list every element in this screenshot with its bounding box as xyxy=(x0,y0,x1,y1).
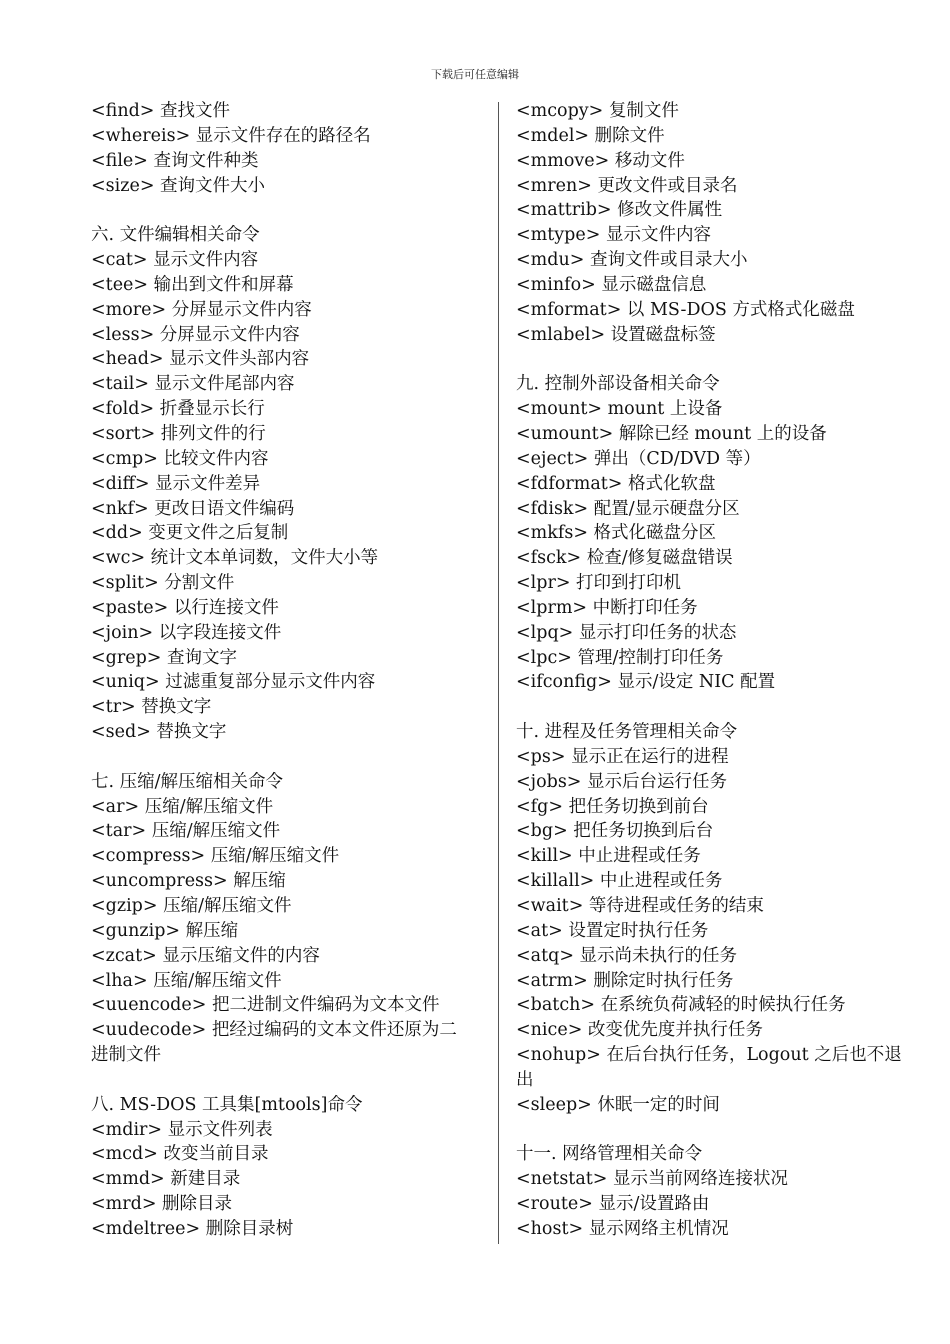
column-divider xyxy=(498,102,499,1244)
command-line: <netstat> 显示当前网络连接状况 xyxy=(516,1169,789,1190)
command-line: <mdir> 显示文件列表 xyxy=(91,1119,273,1140)
section-heading: 七. 压缩/解压缩相关命令 xyxy=(91,771,284,792)
command-line: <jobs> 显示后台运行任务 xyxy=(516,771,728,792)
command-line: <uuencode> 把二进制文件编码为文本文件 xyxy=(91,995,440,1016)
section-heading: 九. 控制外部设备相关命令 xyxy=(516,374,720,395)
command-line: <tar> 压缩/解压缩文件 xyxy=(91,821,281,842)
command-line: <ar> 压缩/解压缩文件 xyxy=(91,796,274,817)
command-line: <mren> 更改文件或目录名 xyxy=(516,175,738,196)
command-line: <sleep> 休眠一定的时间 xyxy=(516,1094,720,1115)
blank-line xyxy=(91,1068,489,1093)
blank-line xyxy=(516,347,916,372)
command-line: <gunzip> 解压缩 xyxy=(91,920,239,941)
blank-line xyxy=(516,695,916,720)
command-line: <host> 显示网络主机情况 xyxy=(516,1218,729,1239)
command-line: <whereis> 显示文件存在的路径名 xyxy=(91,125,371,146)
command-line: <lpq> 显示打印任务的状态 xyxy=(516,622,737,643)
blank-line xyxy=(91,745,489,770)
command-line: <minfo> 显示磁盘信息 xyxy=(516,274,707,295)
command-line: <batch> 在系统负荷减轻的时候执行任务 xyxy=(516,995,846,1016)
command-line: <cat> 显示文件内容 xyxy=(91,250,259,271)
command-line: <mmd> 新建目录 xyxy=(91,1169,241,1190)
command-line: <tee> 输出到文件和屏幕 xyxy=(91,274,294,295)
right-column xyxy=(516,99,916,1242)
command-line: <grep> 查询文字 xyxy=(91,647,238,668)
command-line: 出 xyxy=(516,1069,534,1090)
command-line: <mmove> 移动文件 xyxy=(516,150,685,171)
command-line: <fold> 折叠显示长行 xyxy=(91,399,265,420)
blank-line xyxy=(516,1118,916,1143)
command-line: <sort> 排列文件的行 xyxy=(91,423,266,444)
command-line: <mlabel> 设置磁盘标签 xyxy=(516,324,716,345)
command-line: <mrd> 删除目录 xyxy=(91,1194,233,1215)
command-line: <wait> 等待进程或任务的结束 xyxy=(516,896,764,916)
command-line: <mkfs> 格式化磁盘分区 xyxy=(516,523,717,544)
command-line: <mount> mount 上设备 xyxy=(516,399,723,420)
command-line: <sed> 替换文字 xyxy=(91,722,227,743)
command-line: <lprm> 中断打印任务 xyxy=(516,597,698,618)
command-line: <bg> 把任务切换到后台 xyxy=(516,821,714,842)
command-line: <mcopy> 复制文件 xyxy=(516,101,679,121)
section-heading: 十. 进程及任务管理相关命令 xyxy=(516,722,738,743)
command-line: <mformat> 以 MS-DOS 方式格式化磁盘 xyxy=(516,299,855,320)
command-line: <eject> 弹出（CD/DVD 等） xyxy=(516,448,761,469)
command-line: <more> 分屏显示文件内容 xyxy=(91,299,312,320)
command-line: <find> 查找文件 xyxy=(91,101,231,121)
command-line: <gzip> 压缩/解压缩文件 xyxy=(91,896,292,916)
section-heading: 十一. 网络管理相关命令 xyxy=(516,1144,703,1165)
command-line: <mcd> 改变当前目录 xyxy=(91,1144,269,1165)
command-line: <mtype> 显示文件内容 xyxy=(516,225,711,246)
command-line: <cmp> 比较文件内容 xyxy=(91,448,269,469)
command-line: <compress> 压缩/解压缩文件 xyxy=(91,846,340,867)
command-line: <ps> 显示正在运行的进程 xyxy=(516,746,729,767)
command-line: <tail> 显示文件尾部内容 xyxy=(91,374,295,395)
section-heading: 六. 文件编辑相关命令 xyxy=(91,225,260,246)
left-column xyxy=(91,99,489,1242)
command-line: <lha> 压缩/解压缩文件 xyxy=(91,970,282,991)
command-line: <mattrib> 修改文件属性 xyxy=(516,200,723,221)
command-line: <mdel> 删除文件 xyxy=(516,125,665,146)
command-line: <join> 以字段连接文件 xyxy=(91,622,282,643)
command-line: <at> 设置定时执行任务 xyxy=(516,920,709,941)
command-line: <mdu> 查询文件或目录大小 xyxy=(516,250,748,271)
command-line: <route> 显示/设置路由 xyxy=(516,1194,710,1215)
command-line: <uncompress> 解压缩 xyxy=(91,871,286,892)
command-line: <size> 查询文件大小 xyxy=(91,175,266,196)
command-line: <mdeltree> 删除目录树 xyxy=(91,1218,294,1239)
command-line: <diff> 显示文件差异 xyxy=(91,473,261,494)
command-line: <nohup> 在后台执行任务，Logout 之后也不退 xyxy=(516,1045,902,1066)
command-line: <split> 分割文件 xyxy=(91,573,235,594)
page-header: 下载后可任意编辑 xyxy=(431,68,519,81)
command-line: <dd> 变更文件之后复制 xyxy=(91,523,289,544)
command-line: <lpc> 管理/控制打印任务 xyxy=(516,647,724,668)
command-line: <tr> 替换文字 xyxy=(91,697,212,718)
command-line: <fdformat> 格式化软盘 xyxy=(516,473,716,494)
command-line: <atrm> 删除定时执行任务 xyxy=(516,970,734,991)
command-line: <kill> 中止进程或任务 xyxy=(516,846,701,867)
command-line: <less> 分屏显示文件内容 xyxy=(91,324,300,345)
command-line: <nice> 改变优先度并执行任务 xyxy=(516,1020,763,1041)
command-line: <paste> 以行连接文件 xyxy=(91,597,279,618)
command-line: <atq> 显示尚未执行的任务 xyxy=(516,945,738,966)
command-line: <fg> 把任务切换到前台 xyxy=(516,796,709,817)
command-line: <file> 查询文件种类 xyxy=(91,150,259,171)
command-line: <lpr> 打印到打印机 xyxy=(516,573,682,594)
command-line: <zcat> 显示压缩文件的内容 xyxy=(91,945,320,966)
command-line: <uniq> 过滤重复部分显示文件内容 xyxy=(91,672,376,693)
command-line: <ifconfig> 显示/设定 NIC 配置 xyxy=(516,672,776,693)
command-line: 进制文件 xyxy=(91,1045,161,1066)
command-line: <fsck> 检查/修复磁盘错误 xyxy=(516,548,733,569)
command-line: <umount> 解除已经 mount 上的设备 xyxy=(516,423,827,444)
command-line: <uudecode> 把经过编码的文本文件还原为二 xyxy=(91,1020,457,1041)
command-line: <nkf> 更改日语文件编码 xyxy=(91,498,295,519)
command-line: <wc> 统计文本单词数，文件大小等 xyxy=(91,548,379,569)
command-line: <head> 显示文件头部内容 xyxy=(91,349,310,370)
command-line: <killall> 中止进程或任务 xyxy=(516,871,723,892)
command-line: <fdisk> 配置/显示硬盘分区 xyxy=(516,498,740,519)
blank-line xyxy=(91,198,489,223)
section-heading: 八. MS-DOS 工具集[mtools]命令 xyxy=(91,1094,363,1115)
